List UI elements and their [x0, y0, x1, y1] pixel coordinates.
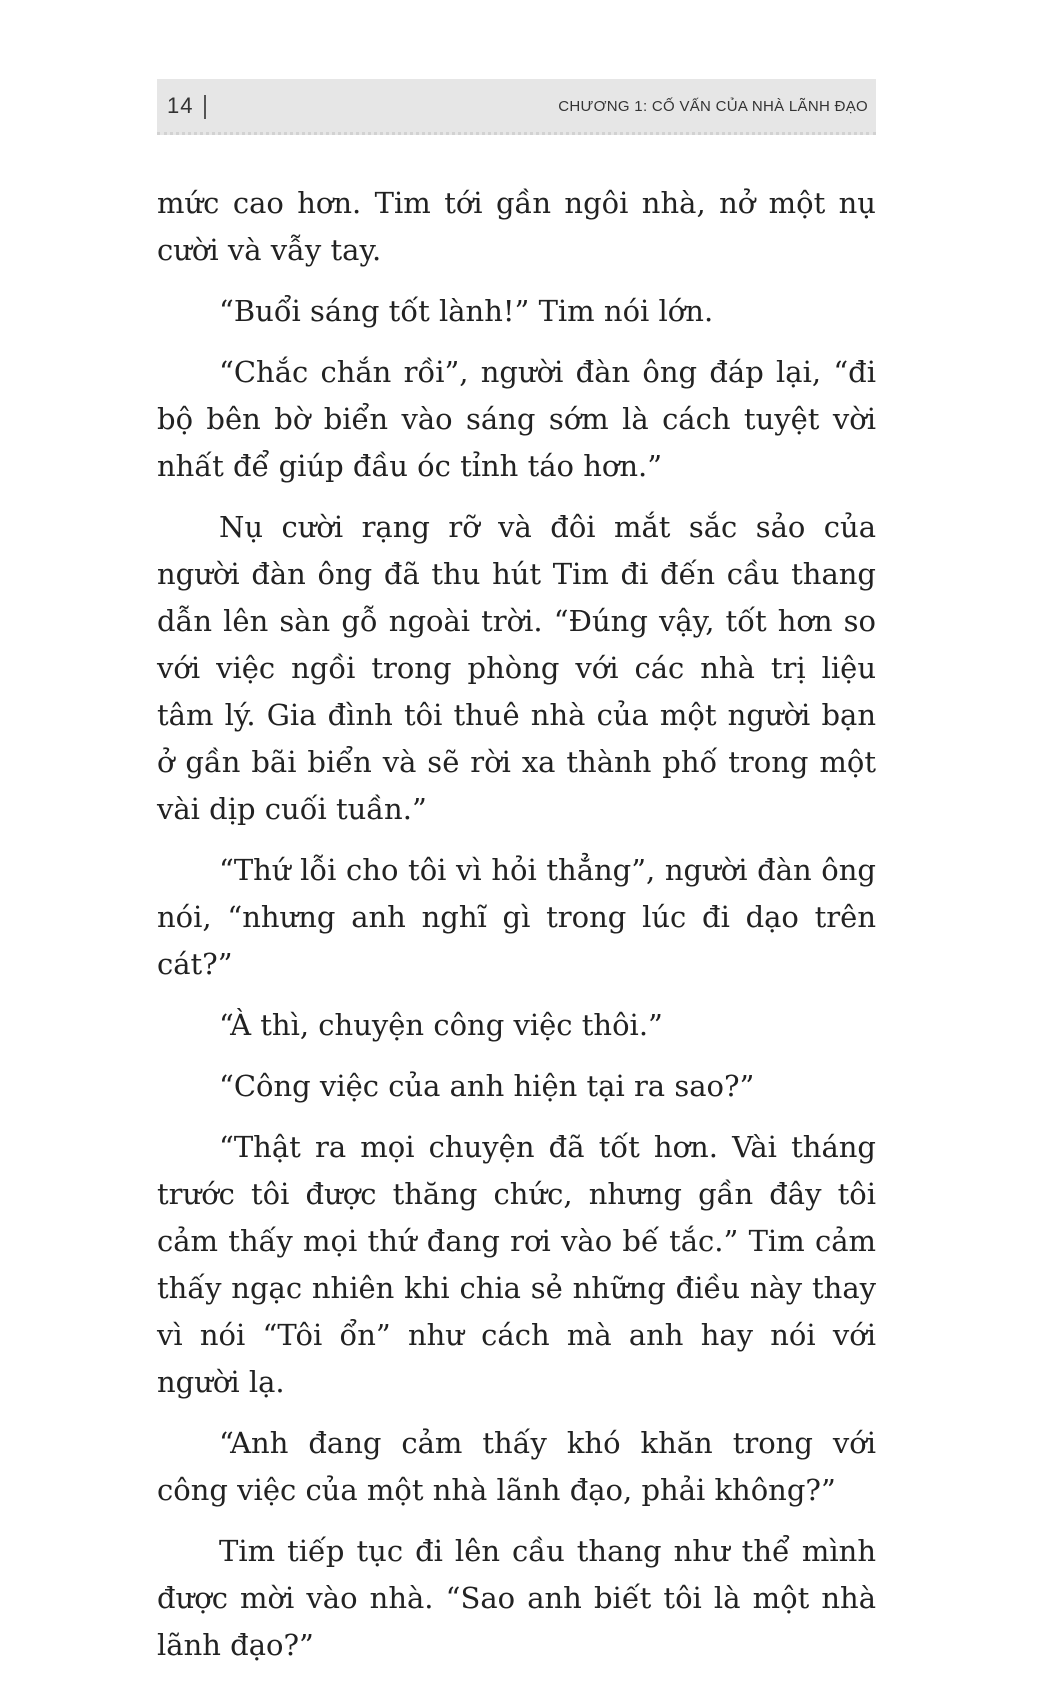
page-header — [157, 79, 876, 135]
paragraph: “À thì, chuyện công việc thôi.” — [219, 1008, 663, 1042]
paragraph: “Buổi sáng tốt lành!” Tim nói lớn. — [219, 294, 714, 328]
paragraph: “Anh đang cảm thấy khó khăn trong với công việc của một nhà lãnh đạo, phải không?” — [157, 1426, 876, 1507]
paragraph: Tim tiếp tục đi lên cầu thang như thể mình được mời vào nhà. “Sao anh biết tôi là một nhà lãnh đạo?” — [157, 1534, 876, 1662]
paragraph: “Công việc của anh hiện tại ra sao?” — [219, 1069, 755, 1103]
chapter-title: CHƯƠNG 1: CỐ VẤN CỦA NHÀ LÃNH ĐẠO — [558, 98, 868, 115]
page-number: 14 — [167, 93, 194, 118]
paragraph: “Chắc chắn rồi”, người đàn ông đáp lại, “đi bộ bên bờ biển vào sáng sớm là cách tuyệt vời nhất để giúp đầu óc tỉnh táo hơn.” — [157, 355, 876, 483]
header-divider — [204, 95, 206, 119]
paragraph: Nụ cười rạng rỡ và đôi mắt sắc sảo của người đàn ông đã thu hút Tim đi đến cầu thang dẫn lên sàn gỗ ngoài trời. “Đúng vậy, tốt hơn so với việc ngồi trong phòng với các nhà trị liệu tâm lý. Gia đình tôi thuê nhà của một người bạn ở gần bãi biển và sẽ rời xa thành phố trong một vài dịp cuối tuần.” — [157, 510, 876, 826]
paragraph: “Thật ra mọi chuyện đã tốt hơn. Vài tháng trước tôi được thăng chức, nhưng gần đây tôi cảm thấy mọi thứ đang rơi vào bế tắc.” Tim cảm thấy ngạc nhiên khi chia sẻ những điều này thay vì nói “Tôi ổn” như cách mà anh hay nói với người lạ. — [157, 1130, 876, 1399]
paragraph: mức cao hơn. Tim tới gần ngôi nhà, nở một nụ cười và vẫy tay. — [157, 186, 876, 267]
paragraph: “Thứ lỗi cho tôi vì hỏi thẳng”, người đàn ông nói, “nhưng anh nghĩ gì trong lúc đi dạo trên cát?” — [157, 853, 876, 981]
body-text — [157, 180, 876, 1683]
